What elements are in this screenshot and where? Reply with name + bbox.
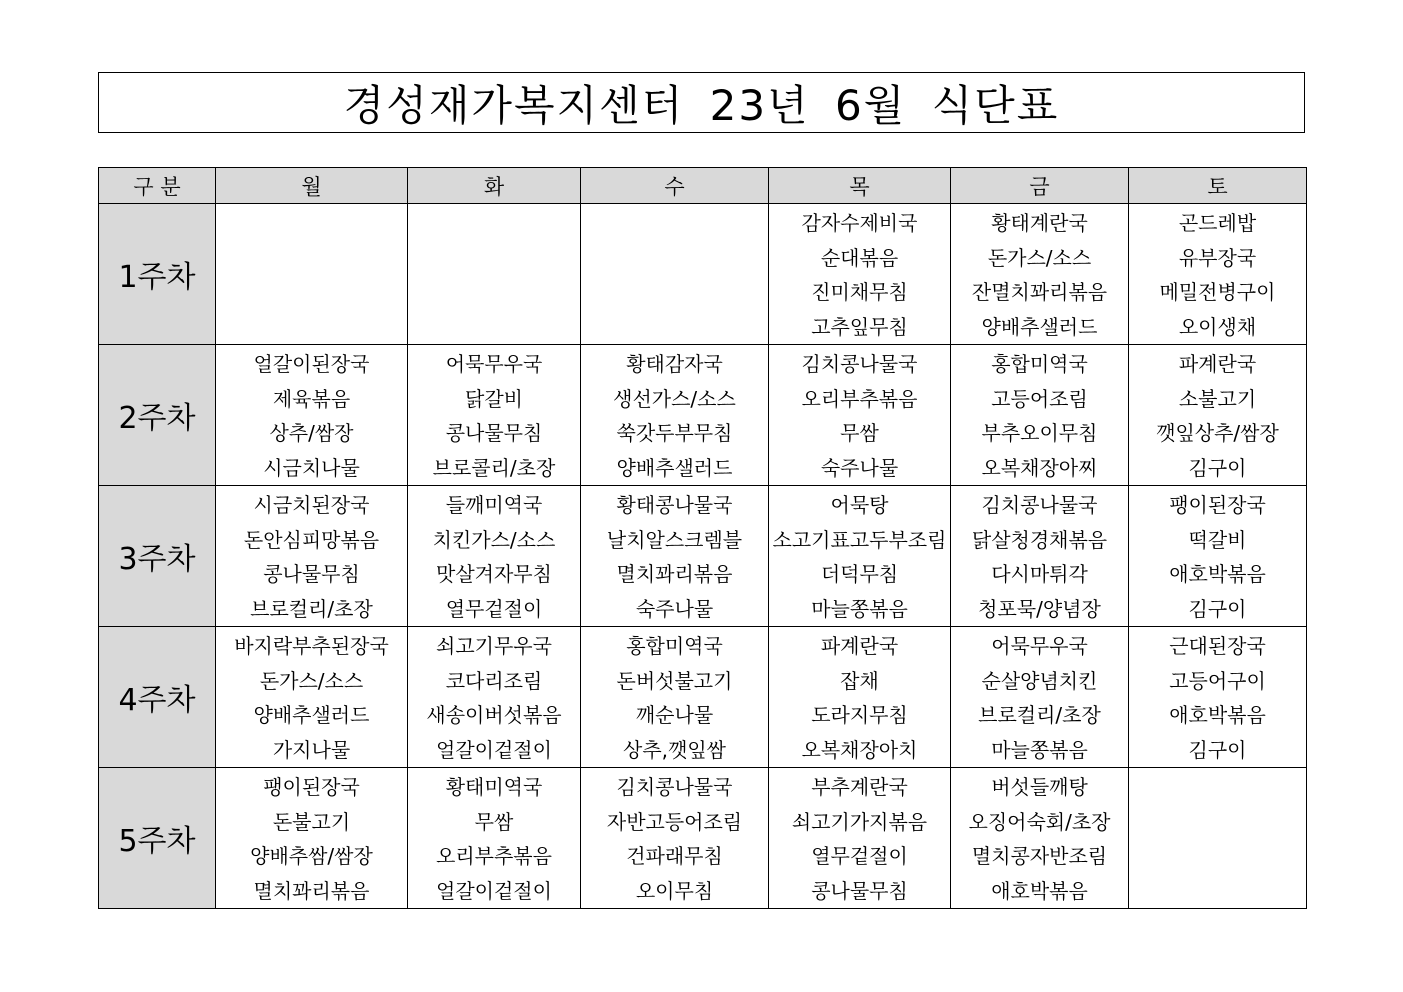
day-cell-wed bbox=[581, 486, 769, 627]
day-cell-sat bbox=[1129, 627, 1307, 768]
menu-item: 양배추샐러드 bbox=[253, 703, 370, 727]
menu-item: 돈버섯불고기 bbox=[616, 668, 733, 693]
menu-item: 멸치콩자반조림 bbox=[971, 844, 1108, 868]
header-row bbox=[99, 168, 1307, 204]
menu-item: 들깨미역국 bbox=[445, 493, 543, 517]
day-cell-fri bbox=[951, 345, 1129, 486]
menu-item: 애호박볶음 bbox=[1169, 703, 1266, 727]
day-cell-thu bbox=[769, 768, 951, 909]
menu-item: 황태계란국 bbox=[991, 211, 1088, 235]
day-cell-thu bbox=[769, 486, 951, 627]
menu-item: 다시마튀각 bbox=[991, 562, 1088, 586]
menu-item: 돈안심피망볶음 bbox=[243, 527, 380, 552]
menu-item: 양배추샐러드 bbox=[981, 314, 1098, 339]
menu-item: 김치콩나물국 bbox=[616, 775, 733, 799]
menu-item: 부추오이무침 bbox=[981, 421, 1098, 445]
header-category: 구 분 bbox=[99, 168, 216, 204]
menu-item: 쑥갓두부무침 bbox=[616, 421, 733, 445]
menu-item: 어묵탕 bbox=[830, 493, 889, 517]
menu-item: 브로컬리/초장 bbox=[250, 596, 373, 621]
menu-item: 애호박볶음 bbox=[1169, 562, 1266, 586]
menu-item: 황태감자국 bbox=[626, 352, 723, 376]
day-cell-fri bbox=[951, 627, 1129, 768]
menu-item: 김구이 bbox=[1188, 596, 1247, 621]
menu-item: 닭갈비 bbox=[465, 386, 523, 411]
day-cell-sat bbox=[1129, 204, 1307, 345]
menu-item: 얼갈이겉절이 bbox=[436, 737, 552, 762]
menu-item: 마늘쫑볶음 bbox=[991, 737, 1088, 762]
menu-item: 순살양념치킨 bbox=[981, 668, 1098, 693]
day-cell-wed bbox=[581, 768, 769, 909]
day-cell-sat bbox=[1129, 768, 1307, 909]
menu-item: 파계란국 bbox=[1178, 352, 1257, 376]
day-cell-wed bbox=[581, 345, 769, 486]
page-title: 경성재가복지센터 23년 6월 식단표 bbox=[343, 80, 1060, 130]
menu-item: 얼갈이된장국 bbox=[253, 352, 370, 376]
week-label: 1주차 bbox=[99, 204, 216, 345]
menu-item: 숙주나물 bbox=[635, 596, 714, 621]
day-cell-tue bbox=[408, 486, 581, 627]
menu-item: 콩나물무침 bbox=[445, 421, 543, 445]
menu-item: 유부장국 bbox=[1178, 245, 1257, 270]
menu-item: 열무겉절이 bbox=[445, 596, 543, 621]
menu-item: 날치알스크렘블 bbox=[606, 527, 743, 552]
menu-item: 건파래무침 bbox=[626, 844, 723, 868]
menu-item: 닭살청경채볶음 bbox=[971, 527, 1108, 552]
menu-item: 오복채장아찌 bbox=[981, 455, 1098, 480]
day-cell-mon bbox=[216, 204, 408, 345]
menu-item: 생선가스/소스 bbox=[613, 386, 736, 411]
menu-item: 양배추쌈/쌈장 bbox=[250, 844, 373, 868]
day-cell-thu bbox=[769, 204, 951, 345]
menu-item: 맛살겨자무침 bbox=[436, 562, 552, 586]
menu-item: 브로컬리/초장 bbox=[978, 703, 1101, 727]
menu-item: 순대볶음 bbox=[820, 245, 899, 270]
menu-item: 고등어조림 bbox=[991, 386, 1088, 411]
menu-item: 바지락부추된장국 bbox=[234, 634, 389, 658]
menu-item: 홍합미역국 bbox=[626, 634, 723, 658]
menu-item: 메밀전병구이 bbox=[1159, 280, 1276, 304]
menu-item: 부추계란국 bbox=[811, 775, 908, 799]
menu-item: 애호박볶음 bbox=[991, 878, 1088, 903]
week-row bbox=[99, 486, 1307, 627]
menu-item: 깻잎상추/쌈장 bbox=[1156, 421, 1279, 445]
menu-item: 김치콩나물국 bbox=[981, 493, 1098, 517]
menu-item: 멸치꽈리볶음 bbox=[253, 878, 370, 903]
week-label: 3주차 bbox=[99, 486, 216, 627]
day-cell-fri bbox=[951, 486, 1129, 627]
week-label: 5주차 bbox=[99, 768, 216, 909]
menu-item: 돈가스/소스 bbox=[259, 668, 364, 693]
menu-item: 무쌈 bbox=[474, 809, 514, 834]
menu-item: 무쌈 bbox=[840, 421, 879, 445]
menu-item: 시금치나물 bbox=[263, 455, 360, 480]
menu-item: 쇠고기무우국 bbox=[436, 634, 552, 658]
menu-item: 가지나물 bbox=[272, 737, 351, 762]
menu-item: 김구이 bbox=[1188, 455, 1247, 480]
menu-item: 소불고기 bbox=[1178, 386, 1257, 411]
menu-item: 고등어구이 bbox=[1169, 668, 1266, 693]
menu-item: 자반고등어조림 bbox=[606, 809, 743, 834]
day-cell-mon bbox=[216, 345, 408, 486]
menu-item: 도라지무침 bbox=[811, 703, 908, 727]
header-wed: 수 bbox=[581, 168, 769, 204]
menu-item: 숙주나물 bbox=[820, 455, 899, 480]
menu-item: 쇠고기가지볶음 bbox=[791, 809, 928, 834]
day-cell-mon bbox=[216, 768, 408, 909]
day-cell-thu bbox=[769, 627, 951, 768]
menu-item: 더덕무침 bbox=[820, 562, 899, 586]
menu-item: 치킨가스/소스 bbox=[432, 527, 556, 552]
menu-item: 양배추샐러드 bbox=[616, 455, 733, 480]
menu-item: 김구이 bbox=[1188, 737, 1247, 762]
day-cell-fri bbox=[951, 768, 1129, 909]
menu-item: 돈불고기 bbox=[272, 809, 351, 834]
day-cell-mon bbox=[216, 627, 408, 768]
menu-item: 곤드레밥 bbox=[1178, 211, 1257, 235]
week-row bbox=[99, 627, 1307, 768]
menu-item: 콩나물무침 bbox=[263, 562, 360, 586]
menu-item: 오복채장아치 bbox=[801, 737, 918, 762]
title-box bbox=[98, 72, 1305, 133]
menu-item: 버섯들깨탕 bbox=[991, 775, 1088, 799]
menu-item: 황태콩나물국 bbox=[616, 493, 733, 517]
day-cell-tue bbox=[408, 345, 581, 486]
menu-item: 깨순나물 bbox=[635, 703, 714, 727]
menu-item: 청포묵/양념장 bbox=[978, 596, 1101, 621]
menu-item: 돈가스/소스 bbox=[987, 245, 1092, 270]
menu-item: 상추/쌈장 bbox=[269, 421, 354, 445]
menu-item: 오리부추볶음 bbox=[801, 386, 918, 411]
menu-item: 고추잎무침 bbox=[811, 314, 908, 339]
menu-item: 잔멸치꽈리볶음 bbox=[971, 280, 1108, 304]
menu-item: 김치콩나물국 bbox=[801, 352, 918, 376]
header-tue: 화 bbox=[408, 168, 581, 204]
day-cell-mon bbox=[216, 486, 408, 627]
menu-item: 파계란국 bbox=[820, 634, 899, 658]
header-mon: 월 bbox=[216, 168, 408, 204]
day-cell-wed bbox=[581, 627, 769, 768]
menu-item: 코다리조림 bbox=[445, 668, 543, 693]
menu-item: 근대된장국 bbox=[1169, 634, 1266, 658]
menu-item: 잡채 bbox=[840, 668, 879, 693]
day-cell-thu bbox=[769, 345, 951, 486]
menu-item: 떡갈비 bbox=[1188, 527, 1247, 552]
menu-item: 마늘쫑볶음 bbox=[811, 596, 908, 621]
week-label: 4주차 bbox=[99, 627, 216, 768]
day-cell-tue bbox=[408, 768, 581, 909]
day-cell-tue bbox=[408, 627, 581, 768]
menu-item: 제육볶음 bbox=[272, 386, 351, 411]
week-label: 2주차 bbox=[99, 345, 216, 486]
week-row bbox=[99, 204, 1307, 345]
menu-item: 새송이버섯볶음 bbox=[426, 703, 562, 727]
week-row bbox=[99, 768, 1307, 909]
header-thu: 목 bbox=[769, 168, 951, 204]
day-cell-tue bbox=[408, 204, 581, 345]
menu-item: 열무겉절이 bbox=[811, 844, 908, 868]
day-cell-wed bbox=[581, 204, 769, 345]
header-fri: 금 bbox=[951, 168, 1129, 204]
menu-item: 콩나물무침 bbox=[811, 878, 908, 903]
menu-item: 팽이된장국 bbox=[1169, 493, 1266, 517]
menu-item: 브로콜리/초장 bbox=[432, 455, 556, 480]
menu-item: 오이생채 bbox=[1178, 314, 1257, 339]
menu-item: 황태미역국 bbox=[445, 775, 543, 799]
menu-item: 얼갈이겉절이 bbox=[436, 878, 552, 903]
menu-item: 감자수제비국 bbox=[801, 211, 918, 235]
menu-item: 어묵무우국 bbox=[991, 634, 1088, 658]
menu-item: 어묵무우국 bbox=[445, 352, 543, 376]
menu-item: 멸치꽈리볶음 bbox=[616, 562, 733, 586]
menu-item: 오이무침 bbox=[635, 878, 714, 903]
header-sat: 토 bbox=[1129, 168, 1307, 204]
menu-item: 상추,깻잎쌈 bbox=[623, 737, 726, 762]
menu-item: 진미채무침 bbox=[811, 280, 908, 304]
menu-item: 홍합미역국 bbox=[991, 352, 1088, 376]
menu-item: 팽이된장국 bbox=[263, 775, 360, 799]
menu-item: 오징어숙회/초장 bbox=[968, 809, 1111, 834]
day-cell-sat bbox=[1129, 486, 1307, 627]
menu-item: 소고기표고두부조림 bbox=[772, 527, 947, 552]
menu-table bbox=[98, 167, 1307, 909]
day-cell-sat bbox=[1129, 345, 1307, 486]
menu-item: 오리부추볶음 bbox=[436, 844, 552, 868]
menu-item: 시금치된장국 bbox=[253, 493, 370, 517]
week-row bbox=[99, 345, 1307, 486]
day-cell-fri bbox=[951, 204, 1129, 345]
